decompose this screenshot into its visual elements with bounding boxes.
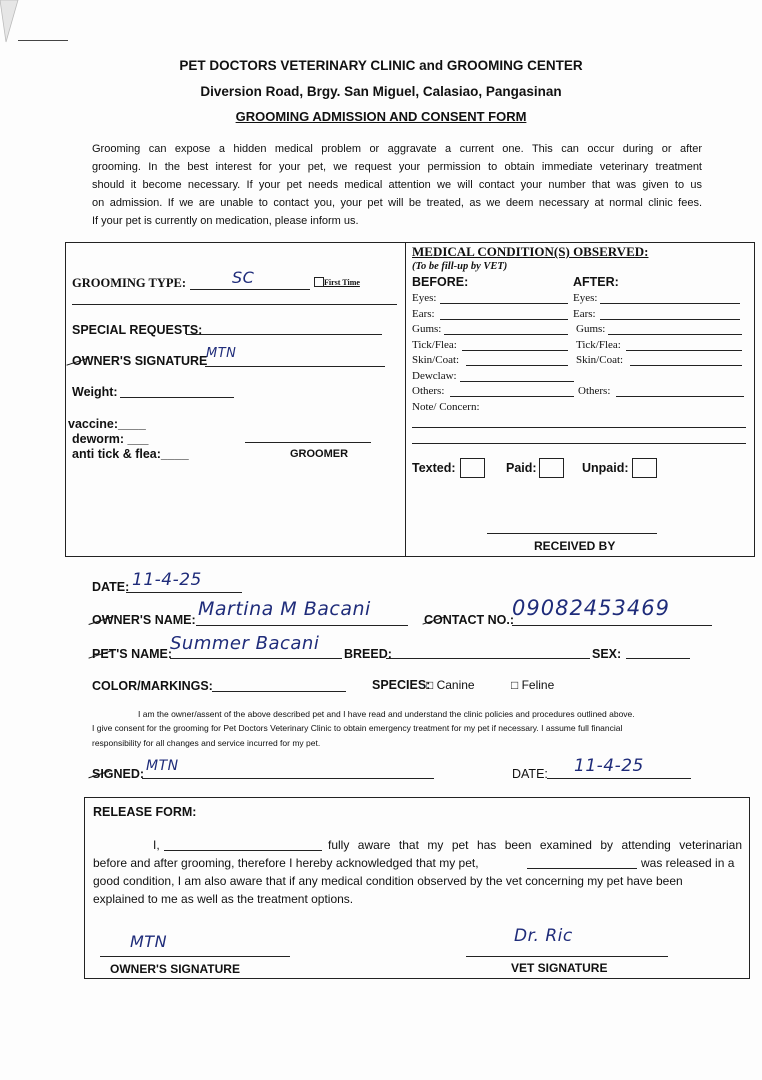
grooming-type-label: GROOMING TYPE: — [72, 276, 187, 290]
before-tick-label: Tick/Flea: — [412, 339, 457, 351]
before-eyes-label: Eyes: — [412, 292, 437, 304]
first-time-label: First Time — [324, 278, 360, 287]
owner-name-value: Martina M Bacani — [198, 598, 371, 620]
pet-name-label: PET'S NAME: — [92, 647, 173, 661]
grooming-extra-line — [72, 304, 397, 305]
before-others-line[interactable] — [450, 396, 574, 397]
color-markings-line[interactable] — [212, 691, 346, 692]
grooming-type-line — [190, 289, 310, 290]
vet-sig-line[interactable] — [466, 956, 668, 957]
clinic-address: Diversion Road, Brgy. San Miguel, Calasiao, Pangasinan — [200, 84, 562, 99]
form-title: GROOMING ADMISSION AND CONSENT FORM — [235, 109, 527, 124]
groomer-line[interactable] — [245, 442, 371, 443]
received-by-line[interactable] — [487, 533, 657, 534]
owner-name-label: OWNER'S NAME: — [92, 613, 196, 627]
owner-release-signature: MTN — [130, 932, 168, 951]
before-skin-label: Skin/Coat: — [412, 354, 460, 366]
owner-release-sig-line[interactable] — [100, 956, 290, 957]
after-gums-line[interactable] — [608, 334, 742, 335]
intro-paragraph — [92, 140, 702, 230]
intro-line: Grooming can expose a hidden medical problem or aggravate a current one. This can occur during or after — [92, 143, 702, 155]
date-line[interactable] — [126, 592, 242, 593]
canine-option[interactable]: □ Canine — [426, 678, 475, 692]
after-eyes-line[interactable] — [600, 303, 740, 304]
contact-value: 09082453469 — [512, 596, 670, 620]
before-ears-line[interactable] — [440, 319, 568, 320]
release-line-2-head: before and after grooming, therefore I hereby acknowledged that my pet, — [93, 856, 479, 870]
after-others-line[interactable] — [616, 396, 744, 397]
contact-line[interactable] — [512, 625, 712, 626]
note-line-1[interactable] — [412, 427, 746, 428]
deworm-label: deworm: ___ — [72, 432, 149, 446]
received-by-label: RECEIVED BY — [534, 539, 616, 553]
sex-line[interactable] — [626, 658, 690, 659]
sex-label: SEX: — [592, 647, 622, 661]
before-dewclaw-line[interactable] — [460, 381, 574, 382]
release-line-4: explained to me as well as the treatment options. — [93, 892, 354, 906]
pet-name-value: Summer Bacani — [170, 633, 320, 654]
breed-label: BREED: — [344, 647, 392, 661]
vet-signature: Dr. Ric — [514, 926, 573, 946]
consent-line-1: I am the owner/assent of the above described pet and I have read and understand the clinic policies and procedures outlined above. — [138, 709, 635, 719]
after-ears-label: Ears: — [573, 308, 596, 320]
contact-label: CONTACT NO.: — [424, 613, 515, 627]
vet-sig-label: VET SIGNATURE — [511, 961, 608, 975]
special-requests-label: SPECIAL REQUESTS: — [72, 323, 203, 337]
before-gums-label: Gums: — [412, 323, 442, 335]
grooming-type-value[interactable]: SC — [232, 268, 255, 287]
signed-line[interactable] — [142, 778, 434, 779]
special-requests-line[interactable] — [186, 334, 382, 335]
owner-name-line[interactable] — [196, 625, 408, 626]
after-skin-label: Skin/Coat: — [576, 354, 624, 366]
before-tick-line[interactable] — [462, 350, 568, 351]
breed-line[interactable] — [386, 658, 590, 659]
before-eyes-line[interactable] — [440, 303, 568, 304]
consent-line-2: I give consent for the grooming for Pet Doctors Veterinary Clinic to obtain emergency treatment for my pet if necessary. I assume full financial — [92, 723, 623, 733]
signed-label: SIGNED: — [92, 767, 145, 781]
release-line-1: fully aware that my pet has been examined by attending veterinarian — [328, 838, 742, 852]
anti-tick-label: anti tick & flea:____ — [72, 447, 189, 461]
after-tick-line[interactable] — [626, 350, 742, 351]
intro-line: grooming. In the best interest for your pet, we request your permission to obtain immediate veterinary treatment — [92, 161, 702, 173]
note-line-2[interactable] — [412, 443, 746, 444]
release-i-label: I, — [153, 838, 160, 852]
signed-value: MTN — [146, 758, 179, 774]
paid-checkbox[interactable] — [539, 458, 564, 478]
consent-date-label: DATE: — [512, 767, 548, 781]
owner-signature-line[interactable] — [205, 366, 385, 367]
species-label: SPECIES: — [372, 678, 431, 692]
release-title: RELEASE FORM: — [93, 805, 197, 819]
after-ears-line[interactable] — [600, 319, 740, 320]
unpaid-label: Unpaid: — [582, 461, 629, 475]
intro-line: on admission. If we are unable to contact you, your pet will be treated, as we deem necessary at normal clinic fees. — [92, 197, 702, 209]
release-box — [84, 797, 750, 979]
groomer-label: GROOMER — [290, 448, 349, 460]
before-label: BEFORE: — [412, 275, 469, 289]
note-concern-label: Note/ Concern: — [412, 401, 480, 413]
after-tick-label: Tick/Flea: — [576, 339, 621, 351]
consent-date-value: 11-4-25 — [574, 756, 644, 776]
after-label: AFTER: — [573, 275, 619, 289]
unpaid-checkbox[interactable] — [632, 458, 657, 478]
before-skin-line[interactable] — [466, 365, 568, 366]
intro-line: If your pet is currently on medication, please inform us. — [92, 215, 359, 227]
owner-signature-label: OWNER'S SIGNATURE — [72, 354, 208, 368]
texted-checkbox[interactable] — [460, 458, 485, 478]
before-ears-label: Ears: — [412, 308, 435, 320]
feline-option[interactable]: □ Feline — [511, 678, 555, 692]
panel-divider — [405, 242, 406, 556]
after-others-label: Others: — [578, 385, 611, 397]
consent-line-3: responsibility for all changes and service incurred for my pet. — [92, 738, 321, 748]
weight-line[interactable] — [120, 397, 234, 398]
after-gums-label: Gums: — [576, 323, 606, 335]
before-gums-line[interactable] — [444, 334, 568, 335]
pet-name-line[interactable] — [170, 658, 342, 659]
texted-label: Texted: — [412, 461, 456, 475]
release-name-line[interactable] — [164, 850, 322, 851]
before-others-label: Others: — [412, 385, 445, 397]
after-eyes-label: Eyes: — [573, 292, 598, 304]
clinic-name: PET DOCTORS VETERINARY CLINIC and GROOMING CENTER — [179, 58, 583, 73]
scan-corner-decoration — [0, 0, 40, 60]
date-value: 11-4-25 — [132, 570, 202, 590]
after-skin-line[interactable] — [630, 365, 742, 366]
intro-line: should it become necessary. If your pet needs medical attention we will contact your number that was given to us — [92, 179, 702, 191]
owner-signature-value: MTN — [206, 346, 237, 361]
release-pet-line[interactable] — [527, 868, 637, 869]
release-line-2-tail: was released in a — [641, 856, 735, 870]
first-time-checkbox[interactable] — [314, 277, 324, 287]
before-dewclaw-label: Dewclaw: — [412, 370, 457, 382]
medical-title: MEDICAL CONDITION(S) OBSERVED: — [412, 244, 649, 259]
paid-label: Paid: — [506, 461, 537, 475]
weight-label: Weight: — [72, 385, 118, 399]
consent-date-line[interactable] — [547, 778, 691, 779]
scan-mark-line — [18, 40, 68, 41]
release-line-3: good condition, I am also aware that if any medical condition observed by the vet concerning my pet have been — [93, 874, 683, 888]
owner-release-sig-label: OWNER'S SIGNATURE — [110, 962, 240, 976]
color-markings-label: COLOR/MARKINGS: — [92, 679, 213, 693]
date-label: DATE: — [92, 580, 130, 594]
vaccine-label: vaccine:____ — [68, 417, 146, 431]
medical-subtitle: (To be fill-up by VET) — [412, 261, 508, 272]
